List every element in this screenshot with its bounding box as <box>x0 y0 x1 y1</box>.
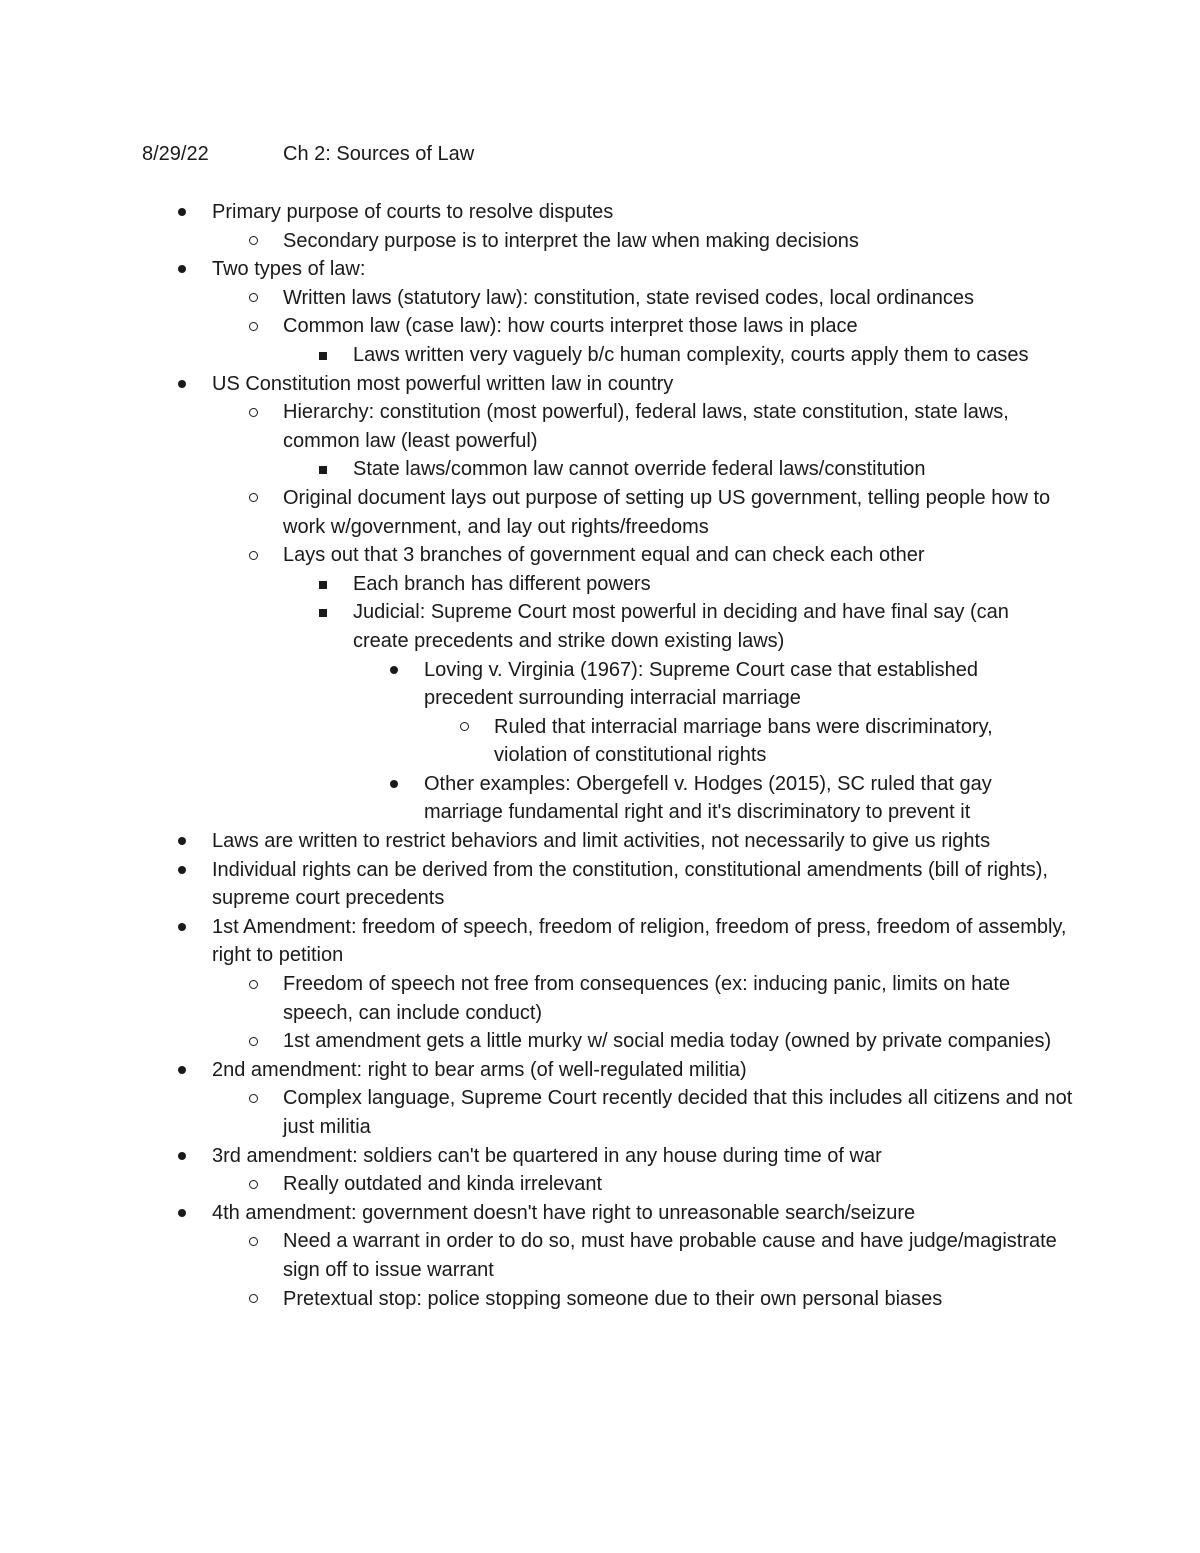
list-item-text: Laws are written to restrict behaviors and limit activities, not necessarily to give us rights <box>212 830 991 853</box>
list-item <box>0 1199 1112 1228</box>
list-item <box>0 370 1112 399</box>
list-item <box>0 1027 1113 1056</box>
list-item-text: 1st amendment gets a little murky w/ social media today (owned by private companies) <box>283 1030 1052 1053</box>
list-item <box>0 1142 1112 1171</box>
list-item-text: Really outdated and kinda irrelevant <box>283 1173 603 1196</box>
list-item <box>0 856 1112 913</box>
circle-bullet-icon <box>249 1237 258 1246</box>
circle-bullet-icon <box>249 493 258 502</box>
list-item <box>0 570 1083 599</box>
list-item <box>0 341 1083 370</box>
disc-bullet-icon <box>178 1152 186 1160</box>
list-item-text: Primary purpose of courts to resolve disputes <box>212 201 614 223</box>
disc-bullet-icon <box>178 208 186 216</box>
circle-bullet-icon <box>249 293 258 302</box>
list-item-text: Common law (case law): how courts interpret those laws in place <box>283 315 858 338</box>
list-item <box>0 970 1113 1027</box>
list-item-text: Complex language, Supreme Court recently decided that this includes all citizens and not just militia <box>283 1087 1073 1138</box>
list-item-text: Lays out that 3 branches of government equal and can check each other <box>283 544 925 567</box>
list-item-text: 2nd amendment: right to bear arms (of well-regulated militia) <box>212 1058 747 1081</box>
circle-bullet-icon <box>249 1037 258 1046</box>
list-item-text: Other examples: Obergefell v. Hodges (2015), SC ruled that gay marriage fundamental right and it's discriminatory to prevent it <box>424 772 992 824</box>
list-item-text: Hierarchy: constitution (most powerful), federal laws, state constitution, state laws, common law (least powerful) <box>283 401 1009 452</box>
circle-bullet-icon <box>249 1094 258 1103</box>
list-item <box>0 255 1112 284</box>
list-item-text: State laws/common law cannot override federal laws/constitution <box>353 458 926 481</box>
circle-bullet-icon <box>460 722 469 731</box>
list-item-text: Laws written very vaguely b/c human complexity, courts apply them to cases <box>353 343 1029 366</box>
list-item-text: Freedom of speech not free from consequences (ex: inducing panic, limits on hate speech, can include conduct) <box>283 973 1011 1024</box>
list-item-text: 4th amendment: government doesn't have right to unreasonable search/seizure <box>212 1201 916 1224</box>
list-item-text: Ruled that interracial marriage bans were discriminatory, violation of constitutional rights <box>494 715 993 767</box>
circle-bullet-icon <box>249 980 258 989</box>
list-item-text: Need a warrant in order to do so, must have probable cause and have judge/magistrate sign off to issue warrant <box>283 1230 1057 1281</box>
list-item <box>0 1084 1113 1141</box>
list-item <box>0 541 1113 570</box>
disc-bullet-icon <box>178 265 186 273</box>
list-item-text: Two types of law: <box>212 258 366 281</box>
square-bullet-icon <box>319 609 327 617</box>
list-item <box>0 598 1083 655</box>
list-item-text: Individual rights can be derived from the constitution, constitutional amendments (bill of rights), supreme court precedents <box>212 858 1048 910</box>
disc-bullet-icon <box>390 780 398 788</box>
list-item <box>0 1227 1113 1284</box>
list-item <box>0 913 1112 970</box>
list-item <box>0 713 1094 770</box>
disc-bullet-icon <box>178 380 186 388</box>
bullet-list <box>0 198 1200 1313</box>
circle-bullet-icon <box>249 551 258 560</box>
disc-bullet-icon <box>178 837 186 845</box>
list-item-text: 1st Amendment: freedom of speech, freedom of religion, freedom of press, freedom of assembly, right to petition <box>212 915 1067 967</box>
circle-bullet-icon <box>249 1294 258 1303</box>
list-item-text: Original document lays out purpose of setting up US government, telling people how to work w/government, and lay out rights/freedoms <box>283 486 1051 538</box>
square-bullet-icon <box>319 466 327 474</box>
list-item <box>0 227 1113 256</box>
list-item <box>0 1056 1112 1085</box>
disc-bullet-icon <box>390 666 398 674</box>
list-item <box>0 484 1113 541</box>
square-bullet-icon <box>319 581 327 589</box>
square-bullet-icon <box>319 352 327 360</box>
note-header <box>142 141 474 167</box>
circle-bullet-icon <box>249 408 258 417</box>
list-item <box>0 1170 1113 1199</box>
list-item <box>0 312 1113 341</box>
list-item <box>0 1285 1113 1314</box>
list-item <box>0 827 1112 856</box>
circle-bullet-icon <box>249 322 258 331</box>
list-item <box>0 656 1084 713</box>
list-item-text: US Constitution most powerful written law in country <box>212 372 674 395</box>
list-item <box>0 455 1083 484</box>
disc-bullet-icon <box>178 923 186 931</box>
disc-bullet-icon <box>178 866 186 874</box>
disc-bullet-icon <box>178 1066 186 1074</box>
disc-bullet-icon <box>178 1209 186 1217</box>
list-item <box>0 398 1113 455</box>
list-item-text: Each branch has different powers <box>353 572 651 595</box>
note-title: Ch 2: Sources of Law <box>283 143 475 165</box>
list-item-text: Loving v. Virginia (1967): Supreme Court case that established precedent surrounding interracial marriage <box>424 658 979 710</box>
circle-bullet-icon <box>249 236 258 245</box>
list-item-text: Judicial: Supreme Court most powerful in deciding and have final say (can create precedents and strike down existing laws) <box>353 601 1009 652</box>
list-item <box>0 770 1084 827</box>
list-item <box>0 284 1113 313</box>
list-item-text: 3rd amendment: soldiers can't be quartered in any house during time of war <box>212 1144 882 1167</box>
list-item-text: Written laws (statutory law): constitution, state revised codes, local ordinances <box>283 286 975 309</box>
list-item <box>0 198 1112 227</box>
list-item-text: Pretextual stop: police stopping someone due to their own personal biases <box>283 1287 943 1310</box>
list-item-text: Secondary purpose is to interpret the law when making decisions <box>283 229 859 252</box>
note-date: 8/29/22 <box>142 143 209 165</box>
circle-bullet-icon <box>249 1180 258 1189</box>
